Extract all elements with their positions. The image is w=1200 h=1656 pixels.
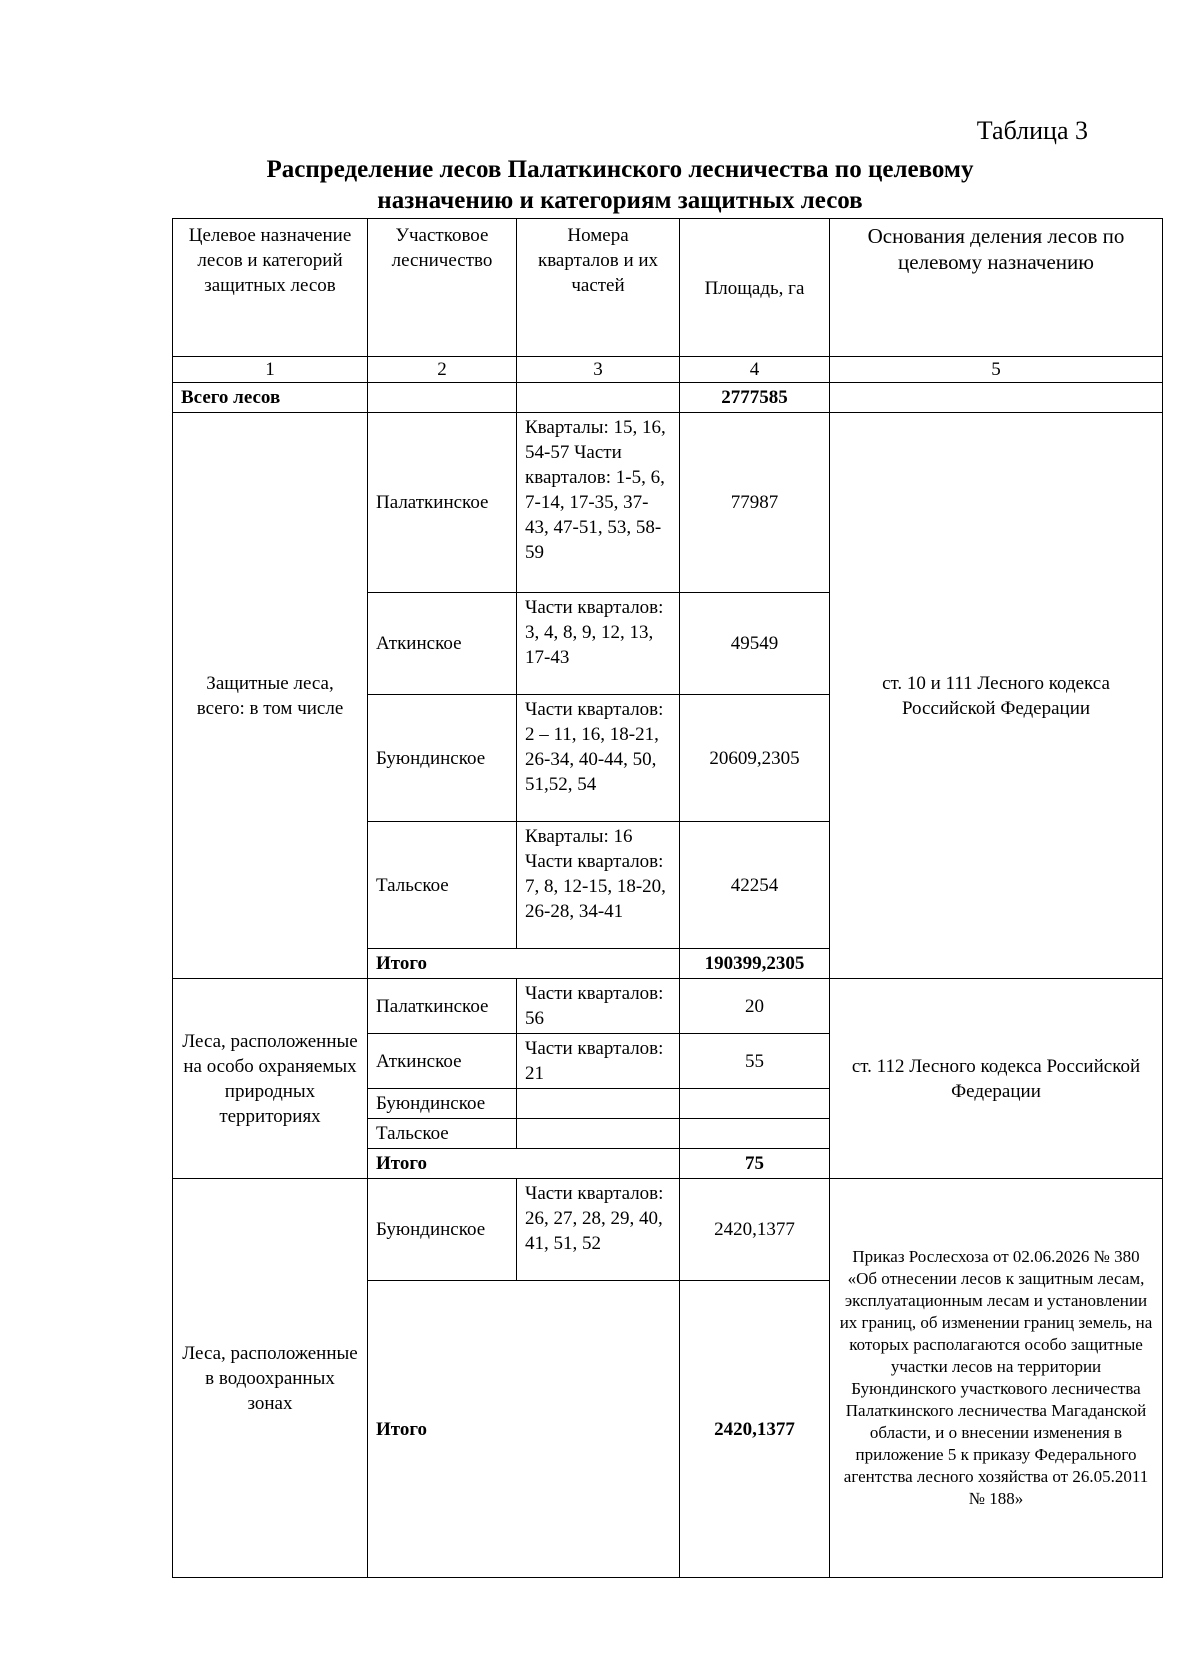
district-cell: Аткинское	[368, 593, 517, 695]
column-number-row	[173, 357, 1163, 383]
subtotal-area: 190399,2305	[680, 949, 830, 979]
column-number: 1	[173, 357, 368, 383]
title-line-1: Распределение лесов Палаткинского лесничества по целевому	[266, 156, 974, 183]
table-row	[173, 413, 1163, 593]
area-cell: 20609,2305	[680, 695, 830, 822]
document-title	[170, 154, 1070, 216]
table-row	[173, 1179, 1163, 1281]
header-area: Площадь, га	[680, 219, 830, 357]
header-district: Участковое лесничество	[368, 219, 517, 357]
area-cell: 49549	[680, 593, 830, 695]
column-number: 3	[517, 357, 680, 383]
district-cell: Буюндинское	[368, 1089, 517, 1119]
subtotal-label: Итого	[368, 1281, 680, 1578]
column-number: 5	[830, 357, 1163, 383]
header-quarters: Номера кварталов и их частей	[517, 219, 680, 357]
empty-cell	[830, 383, 1163, 413]
column-number: 4	[680, 357, 830, 383]
forest-distribution-table	[172, 218, 1163, 1578]
area-cell: 2420,1377	[680, 1179, 830, 1281]
quarters-cell: Части кварталов: 21	[517, 1034, 680, 1089]
column-number: 2	[368, 357, 517, 383]
water-zones-label: Леса, расположенные в водоохранных зонах	[173, 1179, 368, 1578]
header-purpose: Целевое назначение лесов и категорий защитных лесов	[173, 219, 368, 357]
table-number: Таблица 3	[976, 116, 1088, 145]
subtotal-label: Итого	[368, 1149, 680, 1179]
title-line-2: назначению и категориям защитных лесов	[377, 187, 863, 214]
header-row	[173, 219, 1163, 357]
total-label: Всего лесов	[173, 383, 368, 413]
protected-areas-label: Леса, расположенные на особо охраняемых природных территориях	[173, 979, 368, 1179]
quarters-cell: Части кварталов: 3, 4, 8, 9, 12, 13, 17-43	[517, 593, 680, 695]
empty-cell	[368, 383, 517, 413]
total-area: 2777585	[680, 383, 830, 413]
water-zones-basis: Приказ Рослесхоза от 02.06.2026 № 380 «Об отнесении лесов к защитным лесам, эксплуатационным лесам и установлении их границ, об изменении границ земель, на которых располагаются особо защитные участки лесов на территории Буюндинского участкового лесничества Палаткинского лесничества Магаданской области, и о внесении изменения в приложение 5 к приказу Федерального агентства лесного хозяйства от 26.05.2011 № 188»	[830, 1179, 1163, 1578]
quarters-cell	[517, 1119, 680, 1149]
area-cell: 77987	[680, 413, 830, 593]
area-cell: 20	[680, 979, 830, 1034]
subtotal-label: Итого	[368, 949, 680, 979]
district-cell: Палаткинское	[368, 979, 517, 1034]
district-cell: Тальское	[368, 822, 517, 949]
quarters-cell: Части кварталов: 56	[517, 979, 680, 1034]
district-cell: Буюндинское	[368, 695, 517, 822]
protected-areas-basis: ст. 112 Лесного кодекса Российской Федерации	[830, 979, 1163, 1179]
area-cell	[680, 1119, 830, 1149]
quarters-cell: Кварталы: 16 Части кварталов: 7, 8, 12-15, 18-20, 26-28, 34-41	[517, 822, 680, 949]
total-row	[173, 383, 1163, 413]
protective-label: Защитные леса, всего: в том числе	[173, 413, 368, 979]
quarters-cell	[517, 1089, 680, 1119]
quarters-cell: Части кварталов: 26, 27, 28, 29, 40, 41, 51, 52	[517, 1179, 680, 1281]
table-row	[173, 979, 1163, 1034]
protective-basis: ст. 10 и 111 Лесного кодекса Российской Федерации	[830, 413, 1163, 979]
area-cell: 55	[680, 1034, 830, 1089]
subtotal-area: 75	[680, 1149, 830, 1179]
quarters-cell: Кварталы: 15, 16, 54-57 Части кварталов: 1-5, 6, 7-14, 17-35, 37-43, 47-51, 53, 58-59	[517, 413, 680, 593]
district-cell: Тальское	[368, 1119, 517, 1149]
district-cell: Аткинское	[368, 1034, 517, 1089]
empty-cell	[517, 383, 680, 413]
subtotal-area: 2420,1377	[680, 1281, 830, 1578]
quarters-cell: Части кварталов: 2 – 11, 16, 18-21, 26-34, 40-44, 50, 51,52, 54	[517, 695, 680, 822]
area-cell: 42254	[680, 822, 830, 949]
area-cell	[680, 1089, 830, 1119]
district-cell: Палаткинское	[368, 413, 517, 593]
header-basis: Основания деления лесов по целевому назначению	[830, 219, 1163, 357]
district-cell: Буюндинское	[368, 1179, 517, 1281]
